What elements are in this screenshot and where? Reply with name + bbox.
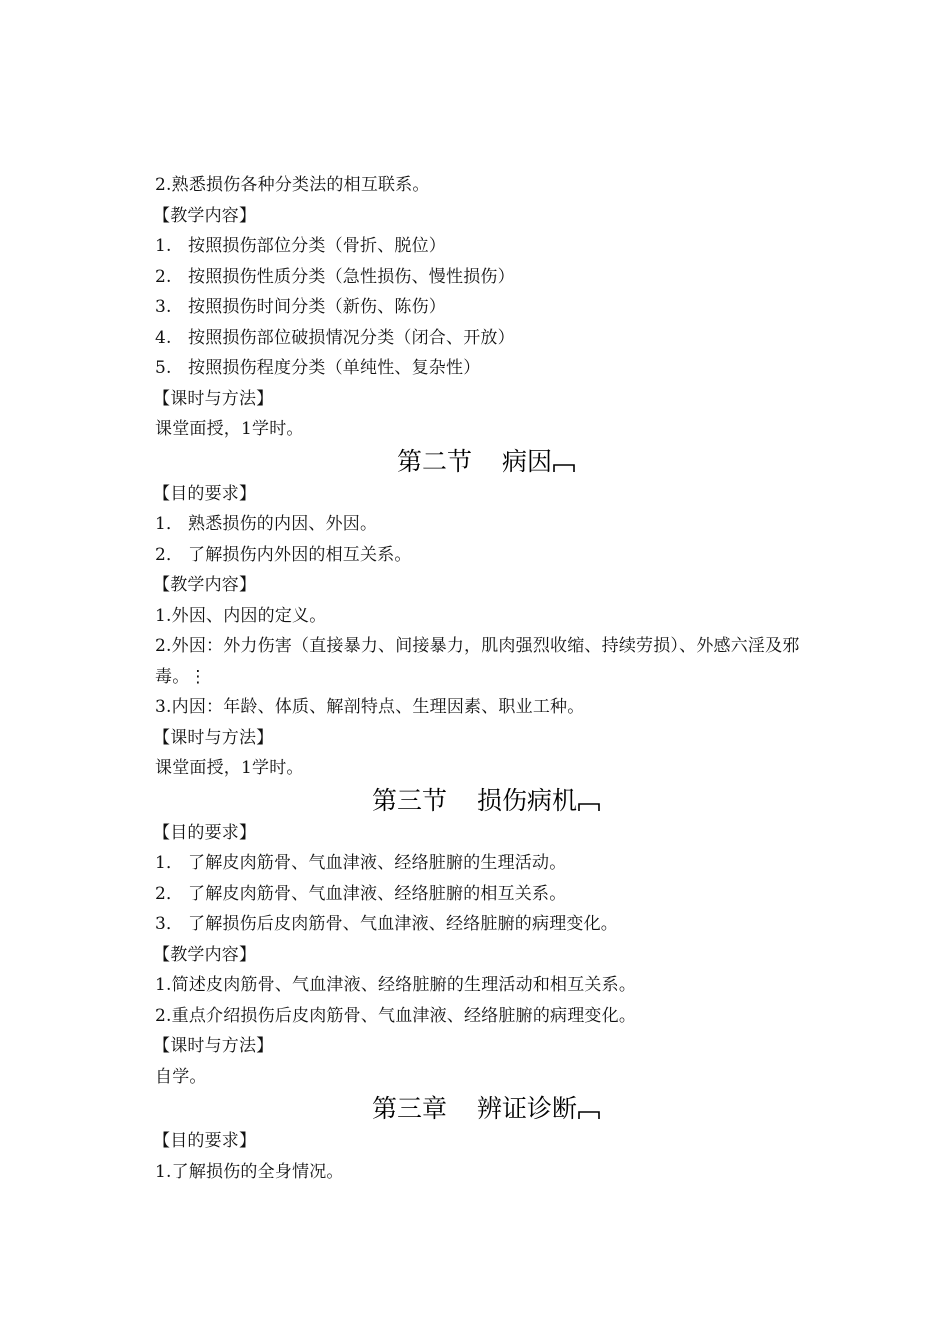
list-item <box>155 509 805 540</box>
list-item <box>155 292 805 323</box>
list-item-text: 了解损伤内外因的相互关系。 <box>188 544 412 565</box>
section-heading <box>155 445 805 479</box>
section-label <box>155 479 805 510</box>
heading-end-mark-icon <box>553 463 575 473</box>
list-item-text: 按照损伤部位破损情况分类（闭合、开放） <box>188 327 515 348</box>
section-label-text: 【目的要求】 <box>153 1131 257 1151</box>
section-label <box>155 201 805 232</box>
list-item-number: 5. <box>155 358 172 378</box>
section-label-text: 【课时与方法】 <box>153 727 274 748</box>
list-item-text: 按照损伤性质分类（急性损伤、慢性损伤） <box>188 266 515 287</box>
document-body <box>155 170 805 1187</box>
paragraph: 1.外因、内因的定义。 <box>155 605 327 626</box>
list-item-number: 3． <box>155 914 184 934</box>
list-item <box>155 353 805 384</box>
list-item-number: 3. <box>155 297 172 317</box>
list-item <box>155 323 805 354</box>
list-item-text: 熟悉损伤的内因、外因。 <box>188 514 378 534</box>
heading-end-mark-icon <box>578 802 600 812</box>
section-label-text: 【课时与方法】 <box>153 388 274 409</box>
list-item <box>155 848 805 879</box>
list-item-text: 按照损伤部位分类（骨折、脱位） <box>188 236 446 256</box>
paragraph: 1.简述皮肉筋骨、气血津液、经络脏腑的生理活动和相互关系。 <box>155 975 637 995</box>
section-label <box>155 818 805 849</box>
heading-number: 第二节 <box>396 446 472 476</box>
paragraph: 自学。 <box>155 1066 207 1087</box>
heading-end-mark-icon <box>578 1110 600 1120</box>
list-item <box>155 262 805 293</box>
list-item-number: 1. <box>155 236 172 256</box>
paragraph: 课堂面授，1学时。 <box>155 758 304 778</box>
heading-title: 损伤病机 <box>477 785 578 815</box>
list-item-number: 1． <box>155 853 184 873</box>
list-item-number: 2． <box>155 883 184 904</box>
section-label <box>155 1031 805 1062</box>
paragraph: 1.了解损伤的全身情况。 <box>155 1161 344 1182</box>
list-item <box>155 540 805 571</box>
paragraph: 课堂面授，1学时。 <box>155 419 304 439</box>
section-label-text: 【教学内容】 <box>153 205 257 226</box>
section-label-text: 【教学内容】 <box>153 575 257 595</box>
section-label <box>155 1126 805 1157</box>
section-label <box>155 723 805 754</box>
section-label-text: 【目的要求】 <box>153 483 257 504</box>
paragraph: 2.重点介绍损伤后皮肉筋骨、气血津液、经络脏腑的病理变化。 <box>155 1005 637 1026</box>
section-label-text: 【教学内容】 <box>153 944 257 965</box>
section-label-text: 【课时与方法】 <box>153 1036 274 1056</box>
list-item-text: 了解皮肉筋骨、气血津液、经络脏腑的生理活动。 <box>188 853 567 873</box>
section-heading <box>155 1092 805 1126</box>
list-item-text: 了解皮肉筋骨、气血津液、经络脏腑的相互关系。 <box>188 883 567 904</box>
paragraph: 3.内因：年龄、体质、解剖特点、生理因素、职业工种。 <box>155 697 585 717</box>
list-item-number: 2. <box>155 266 172 287</box>
heading-title: 病因 <box>502 446 553 476</box>
paragraph: 2.外因：外力伤害（直接暴力、间接暴力，肌肉强烈收缩、持续劳损）、外感六淫及邪毒。⋮ <box>155 636 800 687</box>
list-item <box>155 879 805 910</box>
section-label <box>155 570 805 601</box>
heading-number: 第三节 <box>371 785 447 815</box>
list-item-text: 按照损伤时间分类（新伤、陈伤） <box>188 297 446 317</box>
paragraph: 2.熟悉损伤各种分类法的相互联系。 <box>155 175 430 195</box>
list-item-text: 了解损伤后皮肉筋骨、气血津液、经络脏腑的病理变化。 <box>188 914 618 934</box>
list-item <box>155 231 805 262</box>
list-item <box>155 909 805 940</box>
list-item-number: 2． <box>155 544 184 565</box>
list-item-number: 4. <box>155 327 172 348</box>
section-heading <box>155 784 805 818</box>
section-label <box>155 384 805 415</box>
section-label <box>155 940 805 971</box>
heading-number: 第三章 <box>371 1094 447 1123</box>
heading-title: 辨证诊断 <box>477 1094 578 1123</box>
list-item-text: 按照损伤程度分类（单纯性、复杂性） <box>188 358 481 378</box>
list-item-number: 1． <box>155 514 184 534</box>
section-label-text: 【目的要求】 <box>153 822 257 843</box>
